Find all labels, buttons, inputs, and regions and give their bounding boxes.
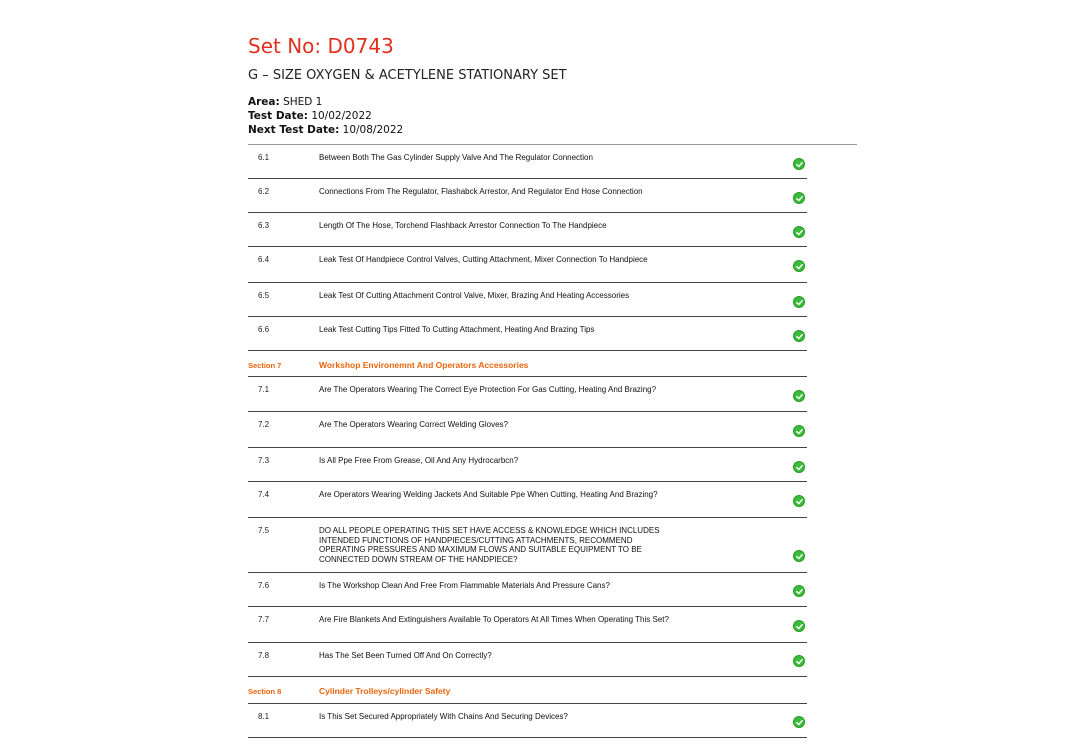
item-question: Connections From The Regulator, Flashabck Arrestor, And Regulator End Hose Connection — [319, 187, 643, 196]
item-question: Leak Test Of Cutting Attachment Control Valve, Mixer, Brazing And Heating Accessories — [319, 291, 630, 300]
item-number: 7.2 — [258, 420, 270, 429]
section-label: Section 8 — [248, 687, 282, 696]
next-test-date-line — [248, 124, 403, 136]
check-icon — [793, 296, 805, 308]
section-title: Cylinder Trolleys/cylinder Safety — [319, 686, 451, 696]
item-number: 7.3 — [258, 456, 270, 465]
area-value: SHED 1 — [283, 96, 323, 108]
checklist-row — [248, 607, 807, 643]
check-icon — [793, 620, 805, 632]
item-question: Is This Set Secured Appropriately With Chains And Securing Devices? — [319, 712, 568, 721]
item-number: 6.1 — [258, 153, 270, 162]
item-number: 7.7 — [258, 615, 270, 624]
item-number: 6.3 — [258, 221, 270, 230]
checklist-row — [248, 643, 807, 677]
section-title: Workshop Environemnt And Operators Accessories — [319, 360, 529, 370]
item-number: 7.5 — [258, 526, 270, 535]
item-number: 6.5 — [258, 291, 270, 300]
next-test-date-label: Next Test Date: — [248, 124, 340, 136]
item-question: DO ALL PEOPLE OPERATING THIS SET HAVE ACCESS & KNOWLEDGE WHICH INCLUDES INTENDED FUNCTIONS OF HANDPIECES/CUTTING ATTACHMENTS, RECOMMEND OPERATING PRESSURES AND MAXIMUM FLOWS AND SUITABLE EQUIPMENT TO BE CONNECTED DOWN STREAM OF THE HANDPIECE? — [319, 526, 660, 564]
item-question: Is All Ppe Free From Grease, Oil And Any Hydrocarbcn? — [319, 456, 519, 465]
checklist-row — [248, 283, 807, 317]
check-icon — [793, 655, 805, 667]
checklist-row — [248, 247, 807, 283]
item-question: Is The Workshop Clean And Free From Flammable Materials And Pressure Cans? — [319, 581, 610, 590]
check-icon — [793, 550, 805, 562]
checklist-row — [248, 145, 807, 179]
checklist-row — [248, 377, 807, 412]
item-number: 7.4 — [258, 490, 270, 499]
item-number: 8.1 — [258, 712, 270, 721]
area-line — [248, 96, 322, 108]
checklist-row — [248, 704, 807, 738]
next-test-date-value: 10/08/2022 — [342, 124, 404, 136]
checklist-row — [248, 448, 807, 482]
check-icon — [793, 425, 805, 437]
item-number: 7.8 — [258, 651, 270, 660]
section-header — [248, 351, 807, 377]
item-question: Are The Operators Wearing Correct Welding Gloves? — [319, 420, 508, 429]
checklist-row — [248, 518, 807, 573]
checklist-row — [248, 179, 807, 213]
set-number-title: Set No: D0743 — [248, 34, 394, 58]
check-icon — [793, 585, 805, 597]
check-icon — [793, 495, 805, 507]
item-question: Leak Test Cutting Tips Fitted To Cutting Attachment, Heating And Brazing Tips — [319, 325, 595, 334]
checklist-row — [248, 482, 807, 518]
item-number: 6.2 — [258, 187, 270, 196]
item-question: Are Operators Wearing Welding Jackets And Suitable Ppe When Cutting, Heating And Brazing? — [319, 490, 658, 499]
checklist-table — [248, 145, 807, 738]
check-icon — [793, 226, 805, 238]
test-date-value: 10/02/2022 — [311, 110, 372, 122]
checklist-row — [248, 412, 807, 448]
check-icon — [793, 192, 805, 204]
check-icon — [793, 330, 805, 342]
checklist-row — [248, 573, 807, 607]
item-question: Length Of The Hose, Torchend Flashback Arrestor Connection To The Handpiece — [319, 221, 607, 230]
test-date-line — [248, 110, 372, 122]
checklist-row — [248, 213, 807, 247]
check-icon — [793, 716, 805, 728]
check-icon — [793, 158, 805, 170]
set-name-heading: G – SIZE OXYGEN & ACETYLENE STATIONARY SET — [248, 68, 567, 83]
item-question: Are Fire Blankets And Extinguishers Available To Operators At All Times When Operating This Set? — [319, 615, 669, 624]
checklist-row — [248, 317, 807, 351]
section-label: Section 7 — [248, 361, 282, 370]
check-icon — [793, 260, 805, 272]
item-question: Leak Test Of Handpiece Control Valves, Cutting Attachment, Mixer Connection To Handpiece — [319, 255, 648, 264]
item-number: 6.4 — [258, 255, 270, 264]
item-question: Between Both The Gas Cylinder Supply Valve And The Regulator Connection — [319, 153, 593, 162]
item-number: 6.6 — [258, 325, 270, 334]
section-header — [248, 677, 807, 704]
area-label: Area: — [248, 96, 280, 108]
item-question: Has The Set Been Turned Off And On Correctly? — [319, 651, 492, 660]
item-number: 7.1 — [258, 385, 270, 394]
check-icon — [793, 461, 805, 473]
item-number: 7.6 — [258, 581, 270, 590]
test-date-label: Test Date: — [248, 110, 308, 122]
item-question: Are The Operators Wearing The Correct Eye Protection For Gas Cutting, Heating And Brazing? — [319, 385, 657, 394]
check-icon — [793, 390, 805, 402]
